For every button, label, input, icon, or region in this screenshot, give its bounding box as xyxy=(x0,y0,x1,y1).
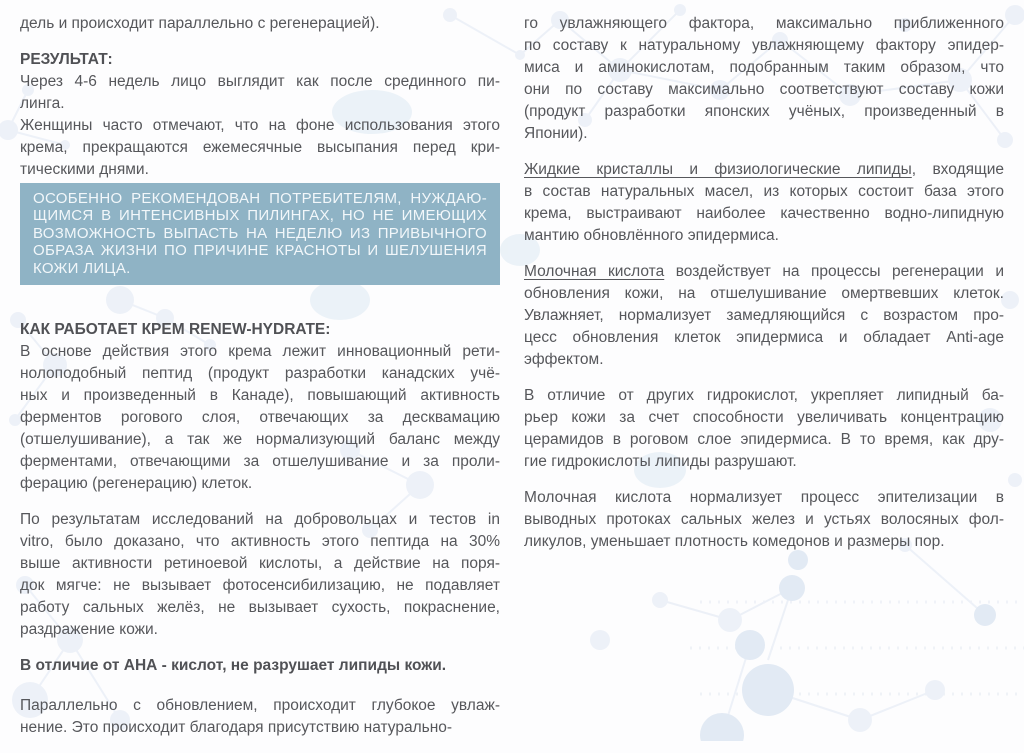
hydration-paragraph xyxy=(20,695,500,739)
text-segment: (отшелушивание), а так же нормализующий баланс между xyxy=(20,431,500,449)
text-line xyxy=(20,509,500,531)
text-line xyxy=(20,137,500,159)
underlined-term: Жидкие кристаллы и физиологические липиды xyxy=(524,161,912,178)
text-segment: воздействует на процессы регенерации и xyxy=(664,263,1004,280)
aha-bold-note xyxy=(20,655,500,677)
text-line xyxy=(20,363,500,385)
text-line xyxy=(20,159,500,181)
text-segment: гие гидрокислоты липиды разрушают. xyxy=(524,453,797,470)
text-line xyxy=(20,531,500,553)
text-segment: нение. Это происходит благодаря присутствию натурально- xyxy=(20,719,453,737)
text-segment: в состав натуральных масел, из которых состоит база этого xyxy=(524,183,1004,200)
lactic-acid-pores-paragraph xyxy=(524,487,1004,553)
text-segment: нолоподобный пептид (продукт разработки канадских учё- xyxy=(20,365,500,383)
recommendation-highlight-box xyxy=(20,183,500,285)
text-segment: эффектом. xyxy=(524,351,604,368)
text-line xyxy=(20,93,500,115)
text-line xyxy=(33,225,487,242)
text-segment: КОЖИ ЛИЦА. xyxy=(33,259,131,277)
text-segment: крема, прекращаются ежемесячные высыпания перед кри- xyxy=(20,139,500,156)
text-line xyxy=(524,203,1004,225)
text-line xyxy=(20,473,500,495)
text-segment: ОСОБЕННО РЕКОМЕНДОВАН ПОТРЕБИТЕЛЯМ, НУЖДАЮ- xyxy=(33,190,487,207)
text-segment: они по составу максимально соответствуют составу кожи xyxy=(524,81,1004,98)
text-line xyxy=(524,327,1004,349)
text-line xyxy=(20,575,500,597)
text-line xyxy=(524,385,1004,407)
text-segment: КАК РАБОТАЕТ КРЕМ RENEW-HYDRATE: xyxy=(20,321,331,339)
text-segment: го увлажняющего фактора, максимально приближенного xyxy=(524,15,1004,32)
text-line xyxy=(524,283,1004,305)
text-line xyxy=(20,115,500,137)
text-segment: миса и аминокислотам, подобранным таким образом, что xyxy=(524,59,1004,76)
text-segment: Через 4-6 недель лицо выглядит как после срединного пи- xyxy=(20,73,500,90)
text-line xyxy=(20,619,500,641)
document-content xyxy=(20,13,1004,753)
text-segment: Японии). xyxy=(524,125,588,142)
text-line xyxy=(20,429,500,451)
result-heading xyxy=(20,49,500,71)
text-line xyxy=(524,349,1004,371)
study-paragraph xyxy=(20,509,500,641)
text-segment: ферацию (регенерацию) клеток. xyxy=(20,475,253,493)
text-line xyxy=(524,13,1004,35)
text-line xyxy=(524,261,1004,283)
text-segment: Увлажняет, нормализует замедляющийся с возрастом про- xyxy=(524,307,1004,324)
text-segment: церамидов в роговом слое эпидермиса. В то время, как дру- xyxy=(524,431,1004,448)
text-line xyxy=(524,451,1004,473)
text-segment: (продукт разработки японских учёных, произведенный в xyxy=(524,103,1004,120)
text-line xyxy=(20,717,500,739)
text-line xyxy=(20,13,500,35)
text-line xyxy=(524,487,1004,509)
text-segment: РЕЗУЛЬТАТ: xyxy=(20,51,113,68)
text-line xyxy=(20,407,500,429)
text-segment: крема, выстраивают наиболее качественно водно-липидную xyxy=(524,205,1004,222)
text-segment: Женщины часто отмечают, что на фоне использования этого xyxy=(20,117,500,134)
text-line xyxy=(524,407,1004,429)
text-segment: vitro, было доказано, что активность этого пептида на 30% xyxy=(20,533,500,551)
text-line xyxy=(524,79,1004,101)
text-segment: Параллельно с обновлением, происходит глубокое увлаж- xyxy=(20,697,500,715)
text-line xyxy=(20,385,500,407)
text-line xyxy=(524,429,1004,451)
text-line xyxy=(20,451,500,473)
text-line xyxy=(524,225,1004,247)
cycle-paragraph xyxy=(20,115,500,181)
text-segment: ликулов, уменьшает плотность комедонов и размеры пор. xyxy=(524,533,945,550)
text-line xyxy=(524,531,1004,553)
text-line xyxy=(20,71,500,93)
text-segment: рьер кожи за счет способности увеличивать концентрацию xyxy=(524,409,1004,426)
text-segment: раздражение кожи. xyxy=(20,621,158,639)
text-segment: обновления кожи, на отшелушивание омертвевших клеток. xyxy=(524,285,1004,302)
text-line xyxy=(524,509,1004,531)
text-line xyxy=(524,123,1004,145)
liquid-crystals-paragraph xyxy=(524,159,1004,247)
text-line xyxy=(524,57,1004,79)
text-segment: В отличие от АНА - кислот, не разрушает липиды кожи. xyxy=(20,657,447,675)
column-right xyxy=(524,13,1004,753)
text-segment: Молочная кислота нормализует процесс эпителизации в xyxy=(524,489,1004,506)
text-segment: выше активности ретиноевой кислоты, а действие на поря- xyxy=(20,555,500,573)
text-segment: по составу к натуральному увлажняющему фактору эпидер- xyxy=(524,37,1004,54)
text-segment: док мягче: не вызывает фотосенсибилизацию, не подавляет xyxy=(20,577,500,595)
column-left xyxy=(20,13,500,753)
text-line xyxy=(20,319,500,341)
lactic-acid-paragraph xyxy=(524,261,1004,371)
text-segment: линга. xyxy=(20,95,65,112)
text-segment: В основе действия этого крема лежит инновационный рети- xyxy=(20,343,500,361)
text-line xyxy=(33,260,487,277)
text-segment: ОБРАЗА ЖИЗНИ ПО ПРИЧИНЕ КРАСНОТЫ И ШЕЛУШЕНИЯ xyxy=(33,242,487,260)
nmf-paragraph xyxy=(524,13,1004,145)
text-segment: В отличие от других гидрокислот, укрепляет липидный ба- xyxy=(524,387,1004,404)
text-line xyxy=(524,159,1004,181)
hydroxy-acids-paragraph xyxy=(524,385,1004,473)
how-it-works-heading xyxy=(20,319,500,341)
text-segment: , входящие xyxy=(911,161,1004,178)
intro-carryover-line xyxy=(20,13,500,35)
text-segment: выводных протоках сальных желез и устьях волосяных фол- xyxy=(524,511,1004,528)
peptide-paragraph xyxy=(20,341,500,495)
text-segment: По результатам исследований на добровольцах и тестов in xyxy=(20,511,500,529)
text-segment: дель и происходит параллельно с регенерацией). xyxy=(20,15,380,32)
text-line xyxy=(524,305,1004,327)
text-line xyxy=(524,181,1004,203)
text-line xyxy=(33,242,487,259)
text-line xyxy=(20,597,500,619)
text-segment: тическими днями. xyxy=(20,161,149,178)
underlined-term: Молочная кислота xyxy=(524,263,665,280)
text-segment: мантию обновлённого эпидермиса. xyxy=(524,227,779,244)
text-line xyxy=(33,190,487,207)
text-segment: ВОЗМОЖНОСТЬ ВЫПАСТЬ НА НЕДЕЛЮ ИЗ ПРИВЫЧНОГО xyxy=(33,224,487,242)
text-line xyxy=(20,341,500,363)
text-line xyxy=(20,553,500,575)
text-line xyxy=(20,49,500,71)
result-paragraph xyxy=(20,71,500,115)
text-segment: ферментами, отвечающими за отшелушивание и за проли- xyxy=(20,453,500,471)
text-segment: ных и произведенный в Канаде), повышающий активность xyxy=(20,387,500,405)
text-segment: ферментов рогового слоя, отвечающих за десквамацию xyxy=(20,409,500,427)
text-line xyxy=(20,655,500,677)
text-line xyxy=(33,207,487,224)
text-line xyxy=(524,35,1004,57)
text-segment: работу сальных желёз, не вызывает сухость, покраснение, xyxy=(20,599,500,617)
text-segment: ЩИМСЯ В ИНТЕНСИВНЫХ ПИЛИНГАХ, НО НЕ ИМЕЮЩИХ xyxy=(33,207,487,225)
text-segment: цесс обновления клеток эпидермиса и обладает Anti-age xyxy=(524,329,1004,346)
text-line xyxy=(20,695,500,717)
text-line xyxy=(524,101,1004,123)
